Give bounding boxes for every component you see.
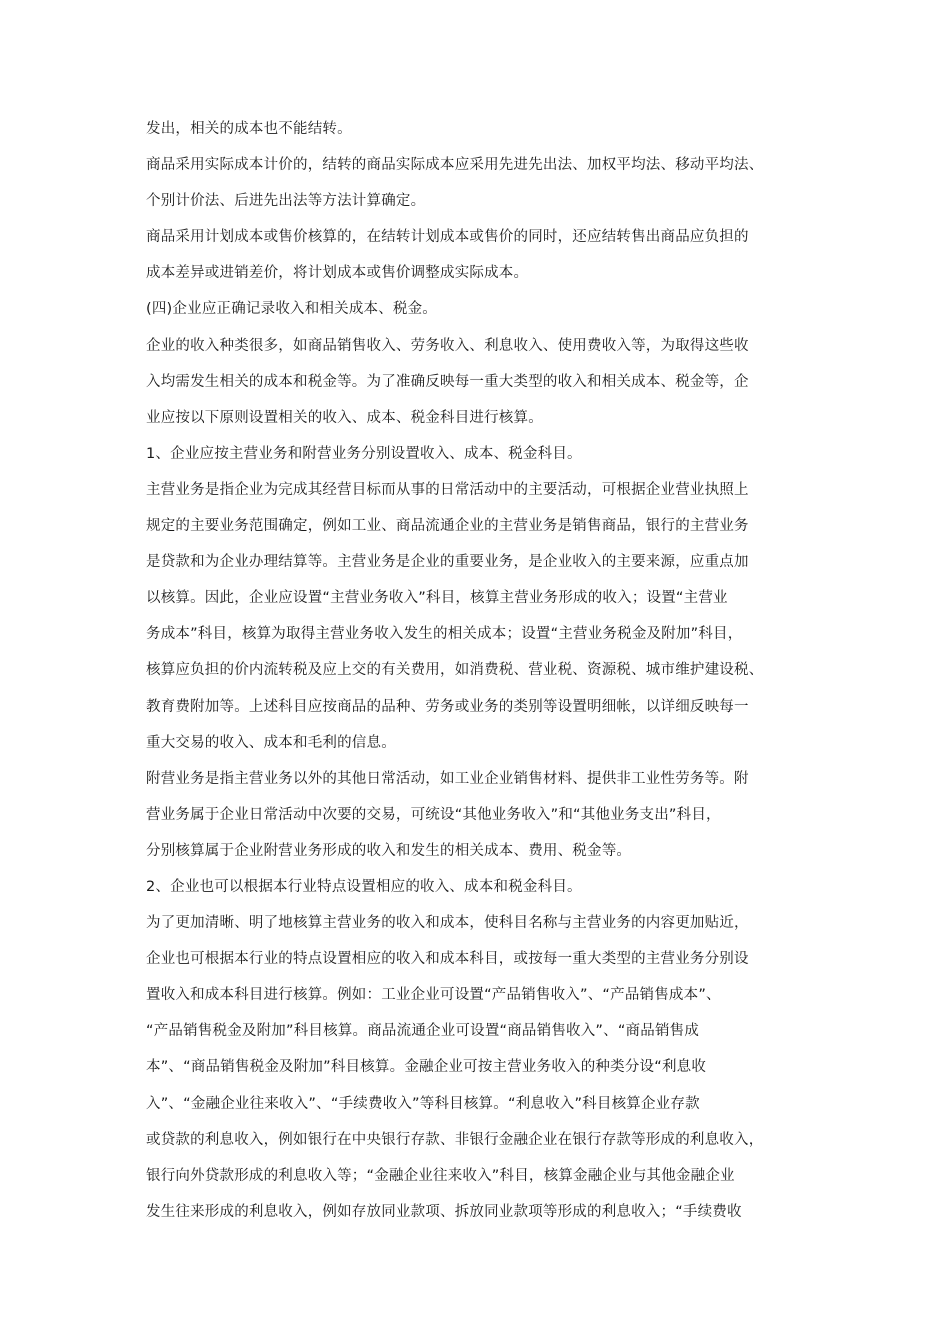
text-line: 教育费附加等。上述科目应按商品的品种、劳务或业务的类别等设置明细帐，以详细反映每一 xyxy=(146,698,749,715)
text-line: 入”、“金融企业往来收入”、“手续费收入”等科目核算。“利息收入”科目核算企业存款 xyxy=(146,1095,700,1112)
text-line: 商品采用实际成本计价的，结转的商品实际成本应采用先进先出法、加权平均法、移动平均法、 xyxy=(146,157,764,174)
text-line: 为了更加清晰、明了地核算主营业务的收入和成本，使科目名称与主营业务的内容更加贴近， xyxy=(146,915,749,932)
text-line: 银行向外贷款形成的利息收入等；“金融企业往来收入”科目，核算金融企业与其他金融企业 xyxy=(146,1167,735,1184)
text-line: 附营业务是指主营业务以外的其他日常活动，如工业企业销售材料、提供非工业性劳务等。附 xyxy=(146,770,749,787)
text-line: 主营业务是指企业为完成其经营目标而从事的日常活动中的主要活动，可根据企业营业执照上 xyxy=(146,481,749,498)
text-line: 是贷款和为企业办理结算等。主营业务是企业的重要业务，是企业收入的主要来源，应重点加 xyxy=(146,554,749,571)
subsection-heading: 1、企业应按主营业务和附营业务分别设置收入、成本、税金科目。 xyxy=(146,445,582,462)
section-heading: (四)企业应正确记录收入和相关成本、税金。 xyxy=(146,301,438,318)
text-line: 发生往来形成的利息收入，例如存放同业款项、拆放同业款项等形成的利息收入；“手续费收 xyxy=(146,1203,742,1220)
text-line: 置收入和成本科目进行核算。例如：工业企业可设置“产品销售收入”、“产品销售成本”、 xyxy=(146,987,721,1004)
text-line: 个别计价法、后进先出法等方法计算确定。 xyxy=(146,193,426,210)
text-line: 以核算。因此，企业应设置“主营业务收入”科目，核算主营业务形成的收入；设置“主营业 xyxy=(146,590,728,607)
subsection-heading: 2、企业也可以根据本行业特点设置相应的收入、成本和税金科目。 xyxy=(146,878,582,895)
text-line: 或贷款的利息收入，例如银行在中央银行存款、非银行金融企业在银行存款等形成的利息收入， xyxy=(146,1131,764,1148)
text-line: 务成本”科目，核算为取得主营业务收入发生的相关成本；设置“主营业务税金及附加”科目， xyxy=(146,626,743,643)
text-line: 企业也可根据本行业的特点设置相应的收入和成本科目，或按每一重大类型的主营业务分别设 xyxy=(146,951,749,968)
body-text xyxy=(146,111,826,1230)
text-line: 营业务属于企业日常活动中次要的交易，可统设“其他业务收入”和“其他业务支出”科目， xyxy=(146,806,721,823)
text-line: 发出，相关的成本也不能结转。 xyxy=(146,121,352,137)
text-line: 本”、“商品销售税金及附加”科目核算。金融企业可按主营业务收入的种类分设“利息收 xyxy=(146,1059,707,1076)
text-line: 规定的主要业务范围确定，例如工业、商品流通企业的主营业务是销售商品，银行的主营业务 xyxy=(146,518,749,535)
text-line: 成本差异或进销差价，将计划成本或售价调整成实际成本。 xyxy=(146,265,529,282)
text-line: 商品采用计划成本或售价核算的，在结转计划成本或售价的同时，还应结转售出商品应负担的 xyxy=(146,229,749,246)
text-line: “产品销售税金及附加”科目核算。商品流通企业可设置“商品销售收入”、“商品销售成 xyxy=(146,1023,700,1040)
text-line: 企业的收入种类很多，如商品销售收入、劳务收入、利息收入、使用费收入等，为取得这些收 xyxy=(146,337,749,354)
text-line: 核算应负担的价内流转税及应上交的有关费用，如消费税、营业税、资源税、城市维护建设税、 xyxy=(146,662,764,679)
text-line: 重大交易的收入、成本和毛利的信息。 xyxy=(146,734,396,751)
text-line: 业应按以下原则设置相关的收入、成本、税金科目进行核算。 xyxy=(146,409,543,426)
text-line: 分别核算属于企业附营业务形成的收入和发生的相关成本、费用、税金等。 xyxy=(146,842,632,859)
text-line: 入均需发生相关的成本和税金等。为了准确反映每一重大类型的收入和相关成本、税金等，企 xyxy=(146,373,749,390)
